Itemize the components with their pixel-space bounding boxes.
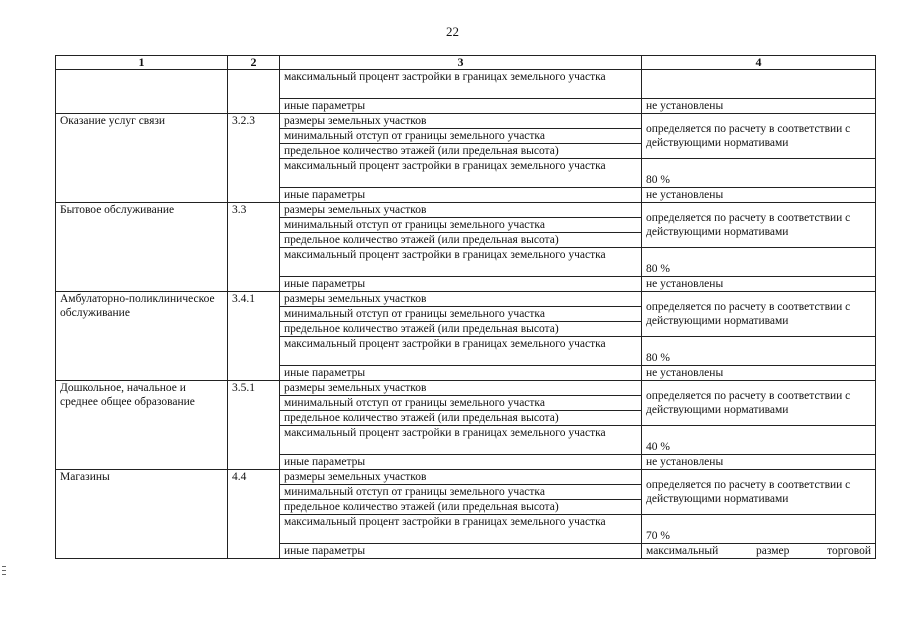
parameter-cell: иные параметры — [280, 277, 642, 292]
norm-value-cell: определяется по расчету в соответствии с действующими нормативами — [642, 381, 876, 426]
parameter-cell: максимальный процент застройки в границах земельного участка — [280, 426, 642, 455]
table-header-row — [56, 56, 876, 70]
table-row — [56, 114, 876, 129]
other-value-cell: не установлены — [642, 455, 876, 470]
parameter-cell: размеры земельных участков — [280, 203, 642, 218]
use-code-cell: 3.4.1 — [228, 292, 280, 381]
parameter-cell: максимальный процент застройки в границах земельного участка — [280, 159, 642, 188]
parameter-cell: размеры земельных участков — [280, 381, 642, 396]
value-cell — [642, 70, 876, 99]
parameter-cell: максимальный процент застройки в границах земельного участка — [280, 248, 642, 277]
table-row — [56, 470, 876, 485]
table-row — [56, 292, 876, 307]
use-code-cell: 4.4 — [228, 470, 280, 559]
norm-value-cell: определяется по расчету в соответствии с действующими нормативами — [642, 470, 876, 515]
table-row — [56, 70, 876, 99]
column-header: 1 — [56, 56, 228, 70]
parameter-cell: максимальный процент застройки в границах земельного участка — [280, 515, 642, 544]
norm-value-cell: определяется по расчету в соответствии с действующими нормативами — [642, 203, 876, 248]
parameter-cell: максимальный процент застройки в границах земельного участка — [280, 70, 642, 99]
percent-value-cell: 70 % — [642, 515, 876, 544]
parameter-cell: предельное количество этажей (или предельная высота) — [280, 233, 642, 248]
parameter-cell: размеры земельных участков — [280, 114, 642, 129]
parameter-cell: предельное количество этажей (или предельная высота) — [280, 411, 642, 426]
use-type-cell: Магазины — [56, 470, 228, 559]
use-code-cell — [228, 70, 280, 114]
percent-value-cell: 80 % — [642, 159, 876, 188]
column-header: 2 — [228, 56, 280, 70]
percent-value-cell: 80 % — [642, 337, 876, 366]
use-code-cell: 3.5.1 — [228, 381, 280, 470]
other-value-cell: не установлены — [642, 277, 876, 292]
percent-value-cell: 80 % — [642, 248, 876, 277]
use-type-cell: Дошкольное, начальное и среднее общее образование — [56, 381, 228, 470]
parameter-cell: минимальный отступ от границы земельного участка — [280, 396, 642, 411]
parameter-cell: иные параметры — [280, 99, 642, 114]
margin-marks — [0, 563, 8, 583]
parameter-cell: минимальный отступ от границы земельного участка — [280, 485, 642, 500]
page-number: 22 — [446, 24, 459, 39]
percent-value-cell: 40 % — [642, 426, 876, 455]
norm-value-cell: определяется по расчету в соответствии с действующими нормативами — [642, 114, 876, 159]
use-type-cell: Бытовое обслуживание — [56, 203, 228, 292]
use-type-cell — [56, 70, 228, 114]
parameter-cell: предельное количество этажей (или предельная высота) — [280, 144, 642, 159]
other-value-cell: максимальный размер торговой — [642, 544, 876, 559]
use-type-cell: Амбулаторно-поликлиническое обслуживание — [56, 292, 228, 381]
zoning-parameters-table — [55, 55, 876, 559]
parameter-cell: размеры земельных участков — [280, 292, 642, 307]
parameter-cell: иные параметры — [280, 455, 642, 470]
value-cell: не установлены — [642, 99, 876, 114]
use-code-cell: 3.2.3 — [228, 114, 280, 203]
column-header: 4 — [642, 56, 876, 70]
use-type-cell: Оказание услуг связи — [56, 114, 228, 203]
use-code-cell: 3.3 — [228, 203, 280, 292]
column-header: 3 — [280, 56, 642, 70]
parameter-cell: иные параметры — [280, 188, 642, 203]
table-row — [56, 381, 876, 396]
parameter-cell: максимальный процент застройки в границах земельного участка — [280, 337, 642, 366]
other-value-cell: не установлены — [642, 366, 876, 381]
parameter-cell: размеры земельных участков — [280, 470, 642, 485]
table-row — [56, 203, 876, 218]
parameter-cell: минимальный отступ от границы земельного участка — [280, 129, 642, 144]
parameter-cell: предельное количество этажей (или предельная высота) — [280, 500, 642, 515]
parameter-cell: иные параметры — [280, 544, 642, 559]
parameter-cell: предельное количество этажей (или предельная высота) — [280, 322, 642, 337]
norm-value-cell: определяется по расчету в соответствии с действующими нормативами — [642, 292, 876, 337]
parameter-cell: минимальный отступ от границы земельного участка — [280, 218, 642, 233]
parameter-cell: минимальный отступ от границы земельного участка — [280, 307, 642, 322]
other-value-cell: не установлены — [642, 188, 876, 203]
parameter-cell: иные параметры — [280, 366, 642, 381]
